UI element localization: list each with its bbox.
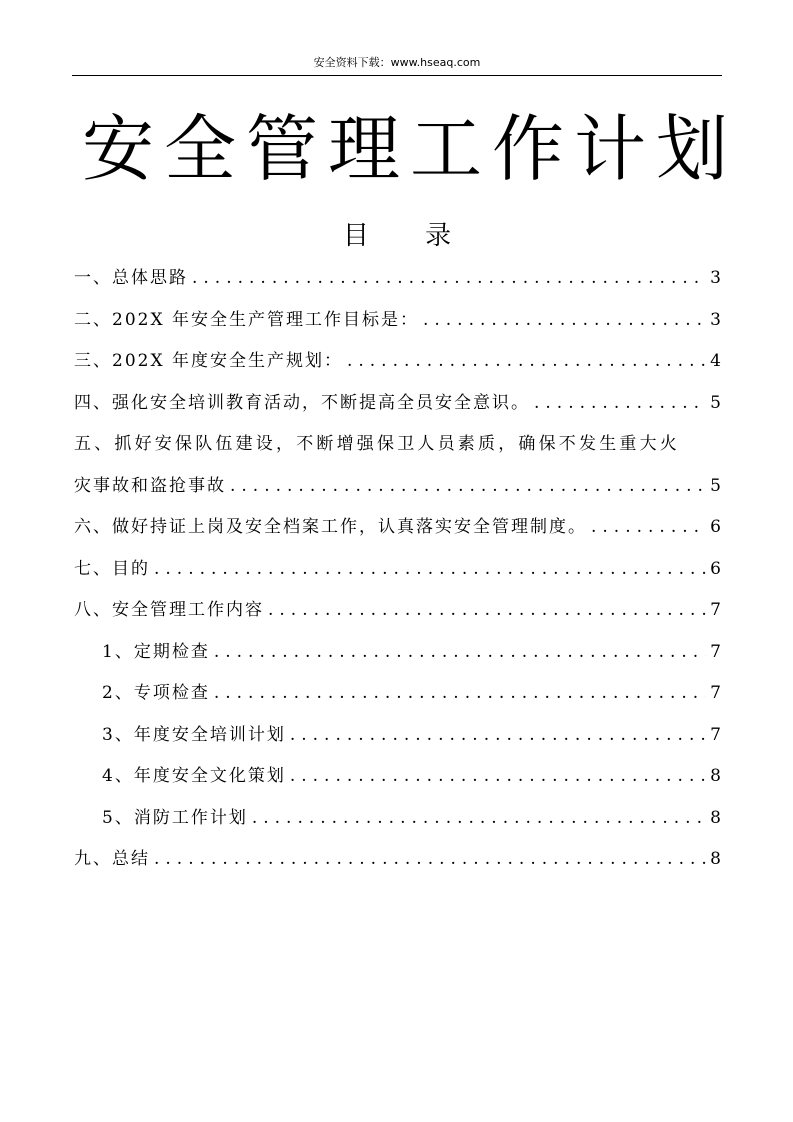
document-title: 安全管理工作计划 (82, 107, 739, 191)
toc-entry-label: 四、强化安全培训教育活动，不断提高全员安全意识。 (74, 392, 530, 413)
toc-leader (214, 673, 706, 715)
toc-subentry[interactable] (74, 756, 721, 798)
toc-subentry[interactable] (74, 632, 721, 674)
toc-entry[interactable] (74, 507, 721, 549)
toc-page-number: 7 (710, 641, 721, 662)
toc-subentry[interactable] (74, 798, 721, 840)
toc-entry[interactable] (74, 383, 721, 425)
toc-subentry[interactable] (74, 673, 721, 715)
toc-leader (252, 798, 706, 840)
toc-entry-label: 3、年度安全培训计划 (102, 724, 286, 745)
toc-leader (230, 466, 706, 508)
toc-subentry[interactable] (74, 715, 721, 757)
toc-entry-label: 5、消防工作计划 (102, 807, 248, 828)
toc-page-number: 4 (710, 351, 721, 371)
toc-leader (154, 839, 706, 881)
toc-leader (214, 632, 706, 674)
toc-leader (534, 383, 706, 425)
toc-entry[interactable] (74, 424, 721, 466)
toc-leader (290, 756, 706, 798)
toc-page-number: 5 (710, 475, 721, 496)
toc-entry-label: 八、安全管理工作内容 (74, 600, 264, 620)
toc-entry-label: 七、目的 (74, 558, 150, 579)
toc-page-number: 6 (710, 558, 721, 579)
header-text: 安全资料下载：www.hseaq.com (313, 56, 481, 69)
toc-page-number: 3 (710, 268, 721, 288)
toc-entry-label: 灾事故和盗抢事故 (74, 475, 226, 496)
toc-entry[interactable] (74, 466, 721, 508)
toc-page-number: 5 (710, 392, 721, 413)
toc-entry[interactable] (74, 341, 721, 383)
toc-page-number: 8 (710, 807, 721, 828)
toc-entry-label: 4、年度安全文化策划 (102, 766, 286, 786)
toc-page-number: 6 (710, 517, 721, 537)
toc-leader (347, 341, 706, 383)
toc-page-number: 7 (710, 683, 721, 703)
toc-entry-label: 三、202X 年度安全生产规划： (74, 351, 343, 371)
toc-leader (268, 590, 706, 632)
table-of-contents (74, 258, 721, 881)
toc-leader (423, 300, 706, 342)
toc-page-number: 7 (710, 724, 721, 745)
toc-entry-label: 2、专项检查 (102, 683, 210, 703)
toc-leader (591, 507, 706, 549)
toc-entry[interactable] (74, 839, 721, 881)
toc-entry[interactable] (74, 258, 721, 300)
toc-entry[interactable] (74, 549, 721, 591)
toc-page-number: 7 (710, 600, 721, 620)
toc-entry[interactable] (74, 300, 721, 342)
toc-entry-label: 1、定期检查 (102, 641, 210, 662)
toc-page-number: 8 (710, 766, 721, 786)
toc-leader (154, 549, 706, 591)
page-header (72, 52, 722, 76)
toc-entry-label: 六、做好持证上岗及安全档案工作，认真落实安全管理制度。 (74, 517, 587, 537)
toc-page-number: 3 (710, 309, 721, 330)
toc-heading: 目 录 (342, 221, 476, 251)
toc-entry-label: 二、202X 年安全生产管理工作目标是： (74, 309, 419, 330)
toc-entry-label: 一、总体思路 (74, 268, 188, 288)
toc-page-number: 8 (710, 849, 721, 869)
toc-entry[interactable] (74, 590, 721, 632)
toc-leader (192, 258, 706, 300)
toc-leader (290, 715, 706, 757)
toc-entry-label: 九、总结 (74, 849, 150, 869)
toc-entry-label: 五、抓好安保队伍建设，不断增强保卫人员素质，确保不发生重大火 (74, 434, 680, 454)
